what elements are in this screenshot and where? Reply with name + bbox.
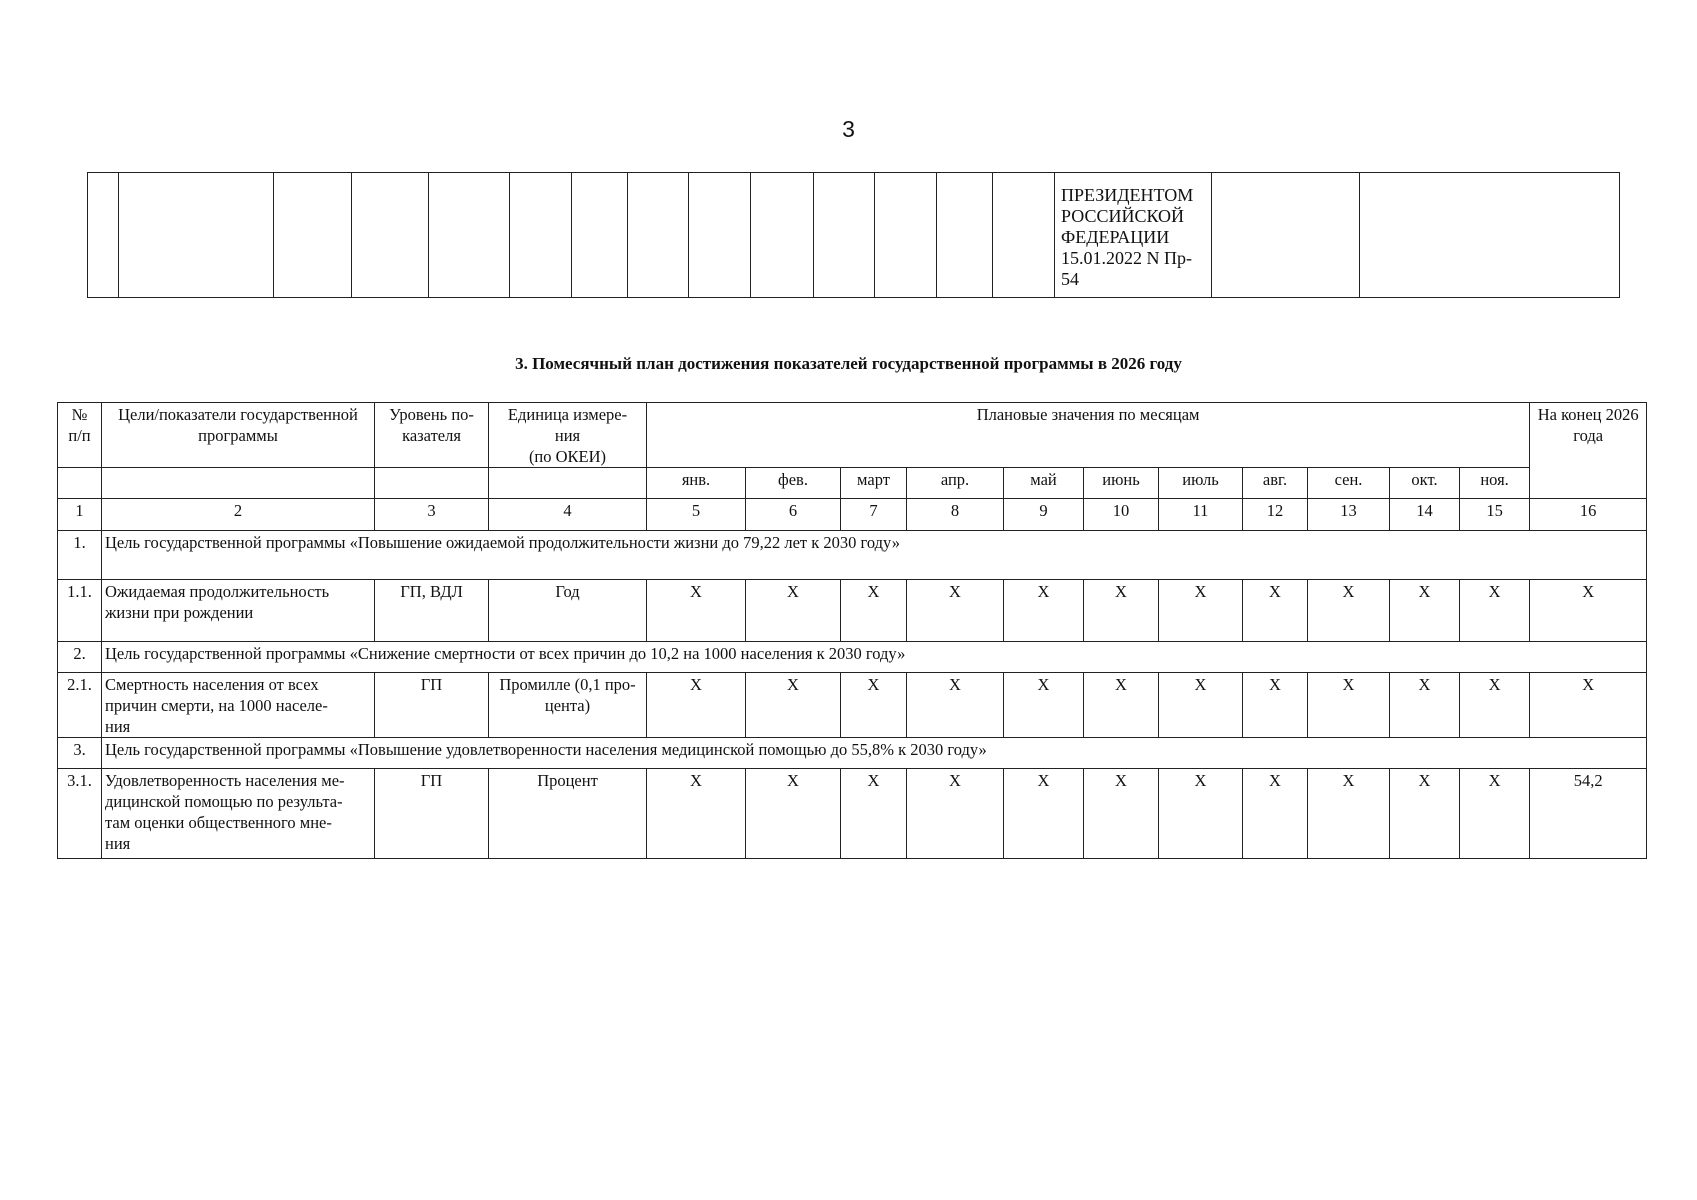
row-number: 2. [58, 642, 102, 673]
cell-line: Год [555, 582, 580, 601]
header-line: Уровень по- [389, 405, 474, 424]
cell-line: цента) [544, 696, 591, 715]
section-title: 3. Помесячный план достижения показателей государственной программы в 2026 году [515, 354, 1182, 373]
header-line: Цели/показатели государственной [118, 405, 358, 424]
empty-cell [628, 173, 689, 298]
month-value: X [1084, 673, 1159, 738]
cell-line: там оценки общественного мне- [105, 813, 332, 832]
goal-text: Цель государственной программы «Снижение смертности от всех причин до 10,2 на 1000 населения к 2030 году» [102, 642, 1647, 673]
month-header: март [841, 468, 907, 499]
month-header: окт. [1390, 468, 1460, 499]
year-end-value: 54,2 [1530, 769, 1647, 859]
year-end-value: X [1530, 580, 1647, 642]
empty-cell [1360, 173, 1620, 298]
empty-cell [993, 173, 1055, 298]
month-value: X [1243, 580, 1308, 642]
month-value: X [1308, 673, 1390, 738]
month-value: X [1159, 769, 1243, 859]
empty-cell [875, 173, 937, 298]
months-row [58, 468, 1647, 499]
header-plan: Плановые значения по месяцам [647, 403, 1530, 468]
column-number: 11 [1159, 499, 1243, 531]
indicator-name [102, 580, 375, 642]
column-number: 1 [58, 499, 102, 531]
month-value: X [647, 769, 746, 859]
column-number: 14 [1390, 499, 1460, 531]
indicator-row [58, 580, 1647, 642]
row-number: 2.1. [58, 673, 102, 738]
indicator-name [102, 673, 375, 738]
month-value: X [1460, 673, 1530, 738]
header-row [58, 403, 1647, 468]
cell-line: Удовлетворенность населения ме- [105, 771, 345, 790]
text-line: РОССИЙСКОЙ [1061, 206, 1185, 226]
column-number: 4 [489, 499, 647, 531]
empty-cell [352, 173, 429, 298]
empty-cell [572, 173, 628, 298]
month-value: X [1390, 769, 1460, 859]
month-value: X [1308, 769, 1390, 859]
cell-line: причин смерти, на 1000 населе- [105, 696, 328, 715]
month-value: X [841, 769, 907, 859]
text-line: 54 [1061, 269, 1079, 289]
empty-cell [689, 173, 751, 298]
goal-row [58, 642, 1647, 673]
month-header: июль [1159, 468, 1243, 499]
continuation-text-cell [1055, 173, 1212, 298]
column-number: 15 [1460, 499, 1530, 531]
month-value: X [907, 673, 1004, 738]
empty-cell [751, 173, 814, 298]
month-header: сен. [1308, 468, 1390, 499]
cell-line: Ожидаемая продолжительность [105, 582, 330, 601]
month-value: X [841, 580, 907, 642]
month-value: X [841, 673, 907, 738]
row-number: 3. [58, 738, 102, 769]
text-line: ФЕДЕРАЦИИ [1061, 227, 1170, 247]
cell-line: Промилле (0,1 про- [499, 675, 636, 694]
column-number: 13 [1308, 499, 1390, 531]
goal-text: Цель государственной программы «Повышение удовлетворенности населения медицинской помощью до 55,8% к 2030 году» [102, 738, 1647, 769]
header-line: п/п [68, 426, 91, 445]
column-number: 3 [375, 499, 489, 531]
continuation-table [87, 172, 1620, 298]
month-value: X [1390, 580, 1460, 642]
header-line: казателя [402, 426, 461, 445]
month-value: X [746, 769, 841, 859]
indicator-row [58, 769, 1647, 859]
header-line: (по ОКЕИ) [528, 447, 607, 466]
empty-cell [937, 173, 993, 298]
empty-cell [58, 468, 102, 499]
goal-row [58, 738, 1647, 769]
header-line: № [71, 405, 88, 424]
indicator-name [102, 769, 375, 859]
column-number: 9 [1004, 499, 1084, 531]
indicator-level: ГП [375, 769, 489, 859]
column-number: 6 [746, 499, 841, 531]
cell-line: Смертность населения от всех [105, 675, 319, 694]
text-line: ПРЕЗИДЕНТОМ [1061, 185, 1194, 205]
header-unit [489, 403, 647, 468]
column-number: 7 [841, 499, 907, 531]
month-value: X [1084, 769, 1159, 859]
indicator-level: ГП [375, 673, 489, 738]
empty-cell [119, 173, 274, 298]
month-value: X [1390, 673, 1460, 738]
continuation-row [88, 173, 1620, 298]
month-header: май [1004, 468, 1084, 499]
cell-line: жизни при рождении [105, 603, 254, 622]
column-number: 8 [907, 499, 1004, 531]
month-value: X [1084, 580, 1159, 642]
month-value: X [907, 580, 1004, 642]
text-line: 15.01.2022 N Пр- [1061, 248, 1192, 268]
year-end-value: X [1530, 673, 1647, 738]
month-value: X [746, 673, 841, 738]
month-value: X [1243, 769, 1308, 859]
empty-cell [102, 468, 375, 499]
month-value: X [1004, 673, 1084, 738]
empty-cell [429, 173, 510, 298]
month-value: X [746, 580, 841, 642]
indicator-unit [489, 673, 647, 738]
month-header: апр. [907, 468, 1004, 499]
month-header: фев. [746, 468, 841, 499]
header-year-end [1530, 403, 1647, 499]
empty-cell [510, 173, 572, 298]
header-line: года [1573, 426, 1604, 445]
header-num [58, 403, 102, 468]
header-goals [102, 403, 375, 468]
month-value: X [1460, 580, 1530, 642]
header-line: Единица измере- [507, 405, 628, 424]
month-value: X [647, 580, 746, 642]
empty-cell [814, 173, 875, 298]
month-value: X [647, 673, 746, 738]
column-numbers-row [58, 499, 1647, 531]
cell-line: дицинской помощью по результа- [105, 792, 343, 811]
header-line: программы [198, 426, 278, 445]
column-number: 12 [1243, 499, 1308, 531]
month-value: X [907, 769, 1004, 859]
cell-line: ния [105, 717, 131, 736]
month-value: X [1159, 673, 1243, 738]
month-value: X [1004, 769, 1084, 859]
column-number: 5 [647, 499, 746, 531]
month-value: X [1460, 769, 1530, 859]
row-number: 1. [58, 531, 102, 580]
cell-line: Процент [537, 771, 598, 790]
cell-line: ния [105, 834, 131, 853]
month-header: ноя. [1460, 468, 1530, 499]
header-line: На конец 2026 [1537, 405, 1639, 424]
indicator-unit [489, 769, 647, 859]
column-number: 10 [1084, 499, 1159, 531]
goal-row [58, 531, 1647, 580]
row-number: 3.1. [58, 769, 102, 859]
column-number: 16 [1530, 499, 1647, 531]
month-value: X [1159, 580, 1243, 642]
empty-cell [274, 173, 352, 298]
empty-cell [88, 173, 119, 298]
column-number: 2 [102, 499, 375, 531]
month-header: янв. [647, 468, 746, 499]
month-header: июнь [1084, 468, 1159, 499]
month-value: X [1308, 580, 1390, 642]
indicator-level: ГП, ВДЛ [375, 580, 489, 642]
header-level [375, 403, 489, 468]
empty-cell [1212, 173, 1360, 298]
empty-cell [375, 468, 489, 499]
goal-text: Цель государственной программы «Повышение ожидаемой продолжительности жизни до 79,22 лет к 2030 году» [102, 531, 1647, 580]
empty-cell [489, 468, 647, 499]
month-value: X [1243, 673, 1308, 738]
page-number: 3 [842, 116, 855, 142]
indicator-row [58, 673, 1647, 738]
month-value: X [1004, 580, 1084, 642]
header-line: ния [554, 426, 581, 445]
row-number: 1.1. [58, 580, 102, 642]
month-header: авг. [1243, 468, 1308, 499]
indicator-unit [489, 580, 647, 642]
monthly-plan-table [57, 402, 1647, 859]
